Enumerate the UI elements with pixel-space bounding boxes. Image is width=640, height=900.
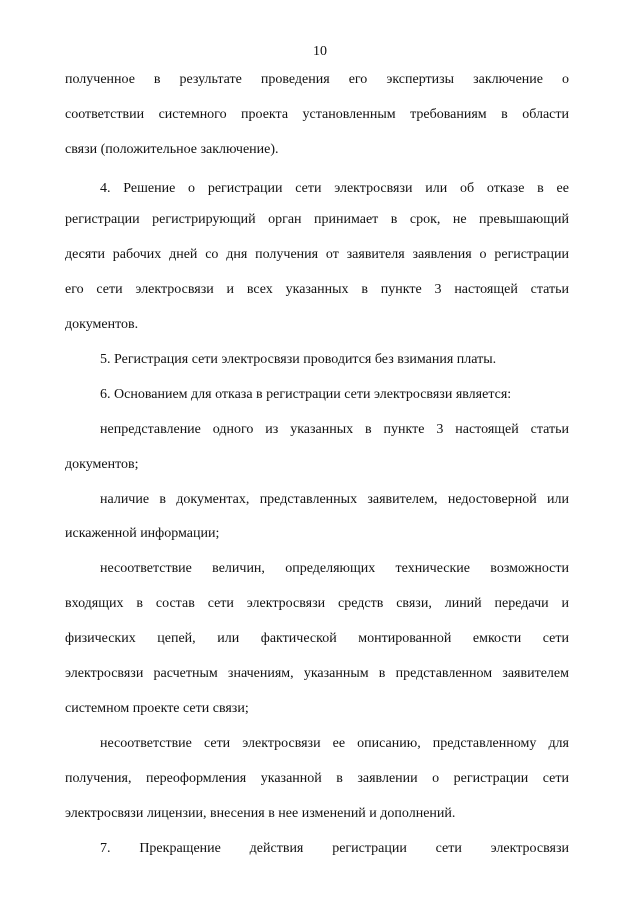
- text-line: его сети электросвязи и всех указанных в пункте 3 настоящей статьи: [65, 282, 569, 297]
- text-line: документов;: [65, 457, 139, 472]
- text-line: искаженной информации;: [65, 526, 220, 541]
- text-line: непредставление одного из указанных в пункте 3 настоящей статьи: [100, 422, 569, 437]
- page-number: 10: [313, 44, 327, 59]
- text-line: 5. Регистрация сети электросвязи проводится без взимания платы.: [100, 352, 497, 367]
- text-line: 4. Решение о регистрации сети электросвязи или об отказе в ее: [100, 181, 569, 196]
- text-line: полученное в результате проведения его экспертизы заключение о: [65, 72, 569, 87]
- text-line: соответствии системного проекта установленным требованиям в области: [65, 107, 569, 122]
- text-line: несоответствие сети электросвязи ее описанию, представленному для: [100, 736, 569, 751]
- text-line: физических цепей, или фактической монтированной емкости сети: [65, 631, 569, 646]
- text-line: наличие в документах, представленных заявителем, недостоверной или: [100, 492, 569, 507]
- text-line: документов.: [65, 317, 139, 332]
- text-line: несоответствие величин, определяющих технические возможности: [100, 561, 569, 576]
- text-line: регистрации регистрирующий орган принимает в срок, не превышающий: [65, 212, 569, 227]
- text-line: получения, переоформления указанной в заявлении о регистрации сети: [65, 771, 569, 786]
- text-line: 7. Прекращение действия регистрации сети электросвязи: [100, 841, 569, 856]
- text-line: входящих в состав сети электросвязи средств связи, линий передачи и: [65, 596, 569, 611]
- text-line: электросвязи расчетным значениям, указанным в представленном заявителем: [65, 666, 569, 681]
- text-line: десяти рабочих дней со дня получения от заявителя заявления о регистрации: [65, 247, 569, 262]
- text-line: 6. Основанием для отказа в регистрации сети электросвязи является:: [100, 387, 512, 402]
- text-line: системном проекте сети связи;: [65, 701, 249, 716]
- text-line: электросвязи лицензии, внесения в нее изменений и дополнений.: [65, 806, 456, 821]
- text-line: связи (положительное заключение).: [65, 142, 279, 157]
